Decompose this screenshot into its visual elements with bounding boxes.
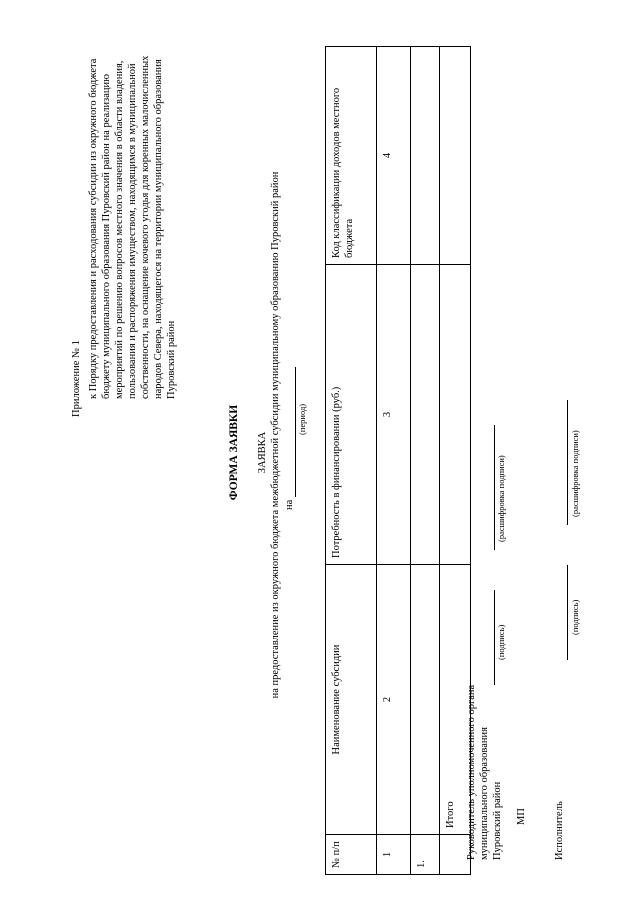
header-funding-need: Потребность в финансировании (руб.) <box>326 265 377 565</box>
table-header-row <box>326 47 377 875</box>
head-line-1: Руководитель уполномоченного органа <box>466 684 477 860</box>
stamp-mark: МП <box>516 808 527 825</box>
head-signature-line <box>484 590 495 685</box>
head-line-2: муниципального образования <box>479 727 490 860</box>
table-numbering-row <box>377 47 411 875</box>
executor-signature-block <box>553 340 580 860</box>
header-number: № п/п <box>326 835 377 875</box>
executor-decode-line <box>557 400 568 525</box>
head-signature-block <box>465 340 504 860</box>
request-title: ЗАЯВКА <box>257 431 268 474</box>
header-subsidy-name: Наименование субсидии <box>326 565 377 835</box>
row-income-code <box>411 47 440 265</box>
col-number-1: 1 <box>377 835 411 875</box>
period-blank-field <box>285 367 296 497</box>
executor-decode-caption: (расшифровка подписи) <box>570 430 580 517</box>
row-number: 1. <box>411 835 440 875</box>
period-line <box>283 367 296 510</box>
period-on-label: на <box>284 499 295 510</box>
executor-label: Исполнитель <box>554 801 565 860</box>
head-decode-caption: (расшифровка подписи) <box>496 455 506 542</box>
col-number-3: 3 <box>377 265 411 565</box>
appendix-text: к Порядку предоставления и расходования субсидии из окружного бюджета бюджету муниципального образования Пуровский район на реализацию мероприятий по решению вопросов местного значения в области владения, пользования и распоряжения имуществом, находящимся в муниципальной собственности, на оснащение кочевого угодья для коренных малочисленных народов Севера, находящегося на территории муниципального образования Пуровский район <box>88 55 177 399</box>
total-label: Итого <box>440 565 471 835</box>
total-code-cell <box>440 47 471 265</box>
table-row <box>411 47 440 875</box>
head-decode-line <box>484 425 495 550</box>
appendix-title: Приложение № 1 <box>71 340 82 417</box>
col-number-2: 2 <box>377 565 411 835</box>
head-signature-caption: (подпись) <box>496 624 506 660</box>
executor-signature-caption: (подпись) <box>570 599 580 635</box>
appendix-block <box>70 37 178 417</box>
row-funding-need <box>411 265 440 565</box>
request-subtitle: на предоставление из окружного бюджета межбюджетной субсидии муниципальному образованию Пуровский район <box>270 171 281 699</box>
head-line-3: Пуровский район <box>492 781 503 860</box>
header-income-code: Код классификации доходов местного бюджета <box>326 47 377 265</box>
executor-signature-line <box>557 565 568 660</box>
subsidy-table <box>325 46 471 875</box>
col-number-4: 4 <box>377 47 411 265</box>
row-subsidy-name <box>411 565 440 835</box>
period-caption: (период) <box>297 403 307 435</box>
form-title: ФОРМА ЗАЯВКИ <box>228 404 240 501</box>
